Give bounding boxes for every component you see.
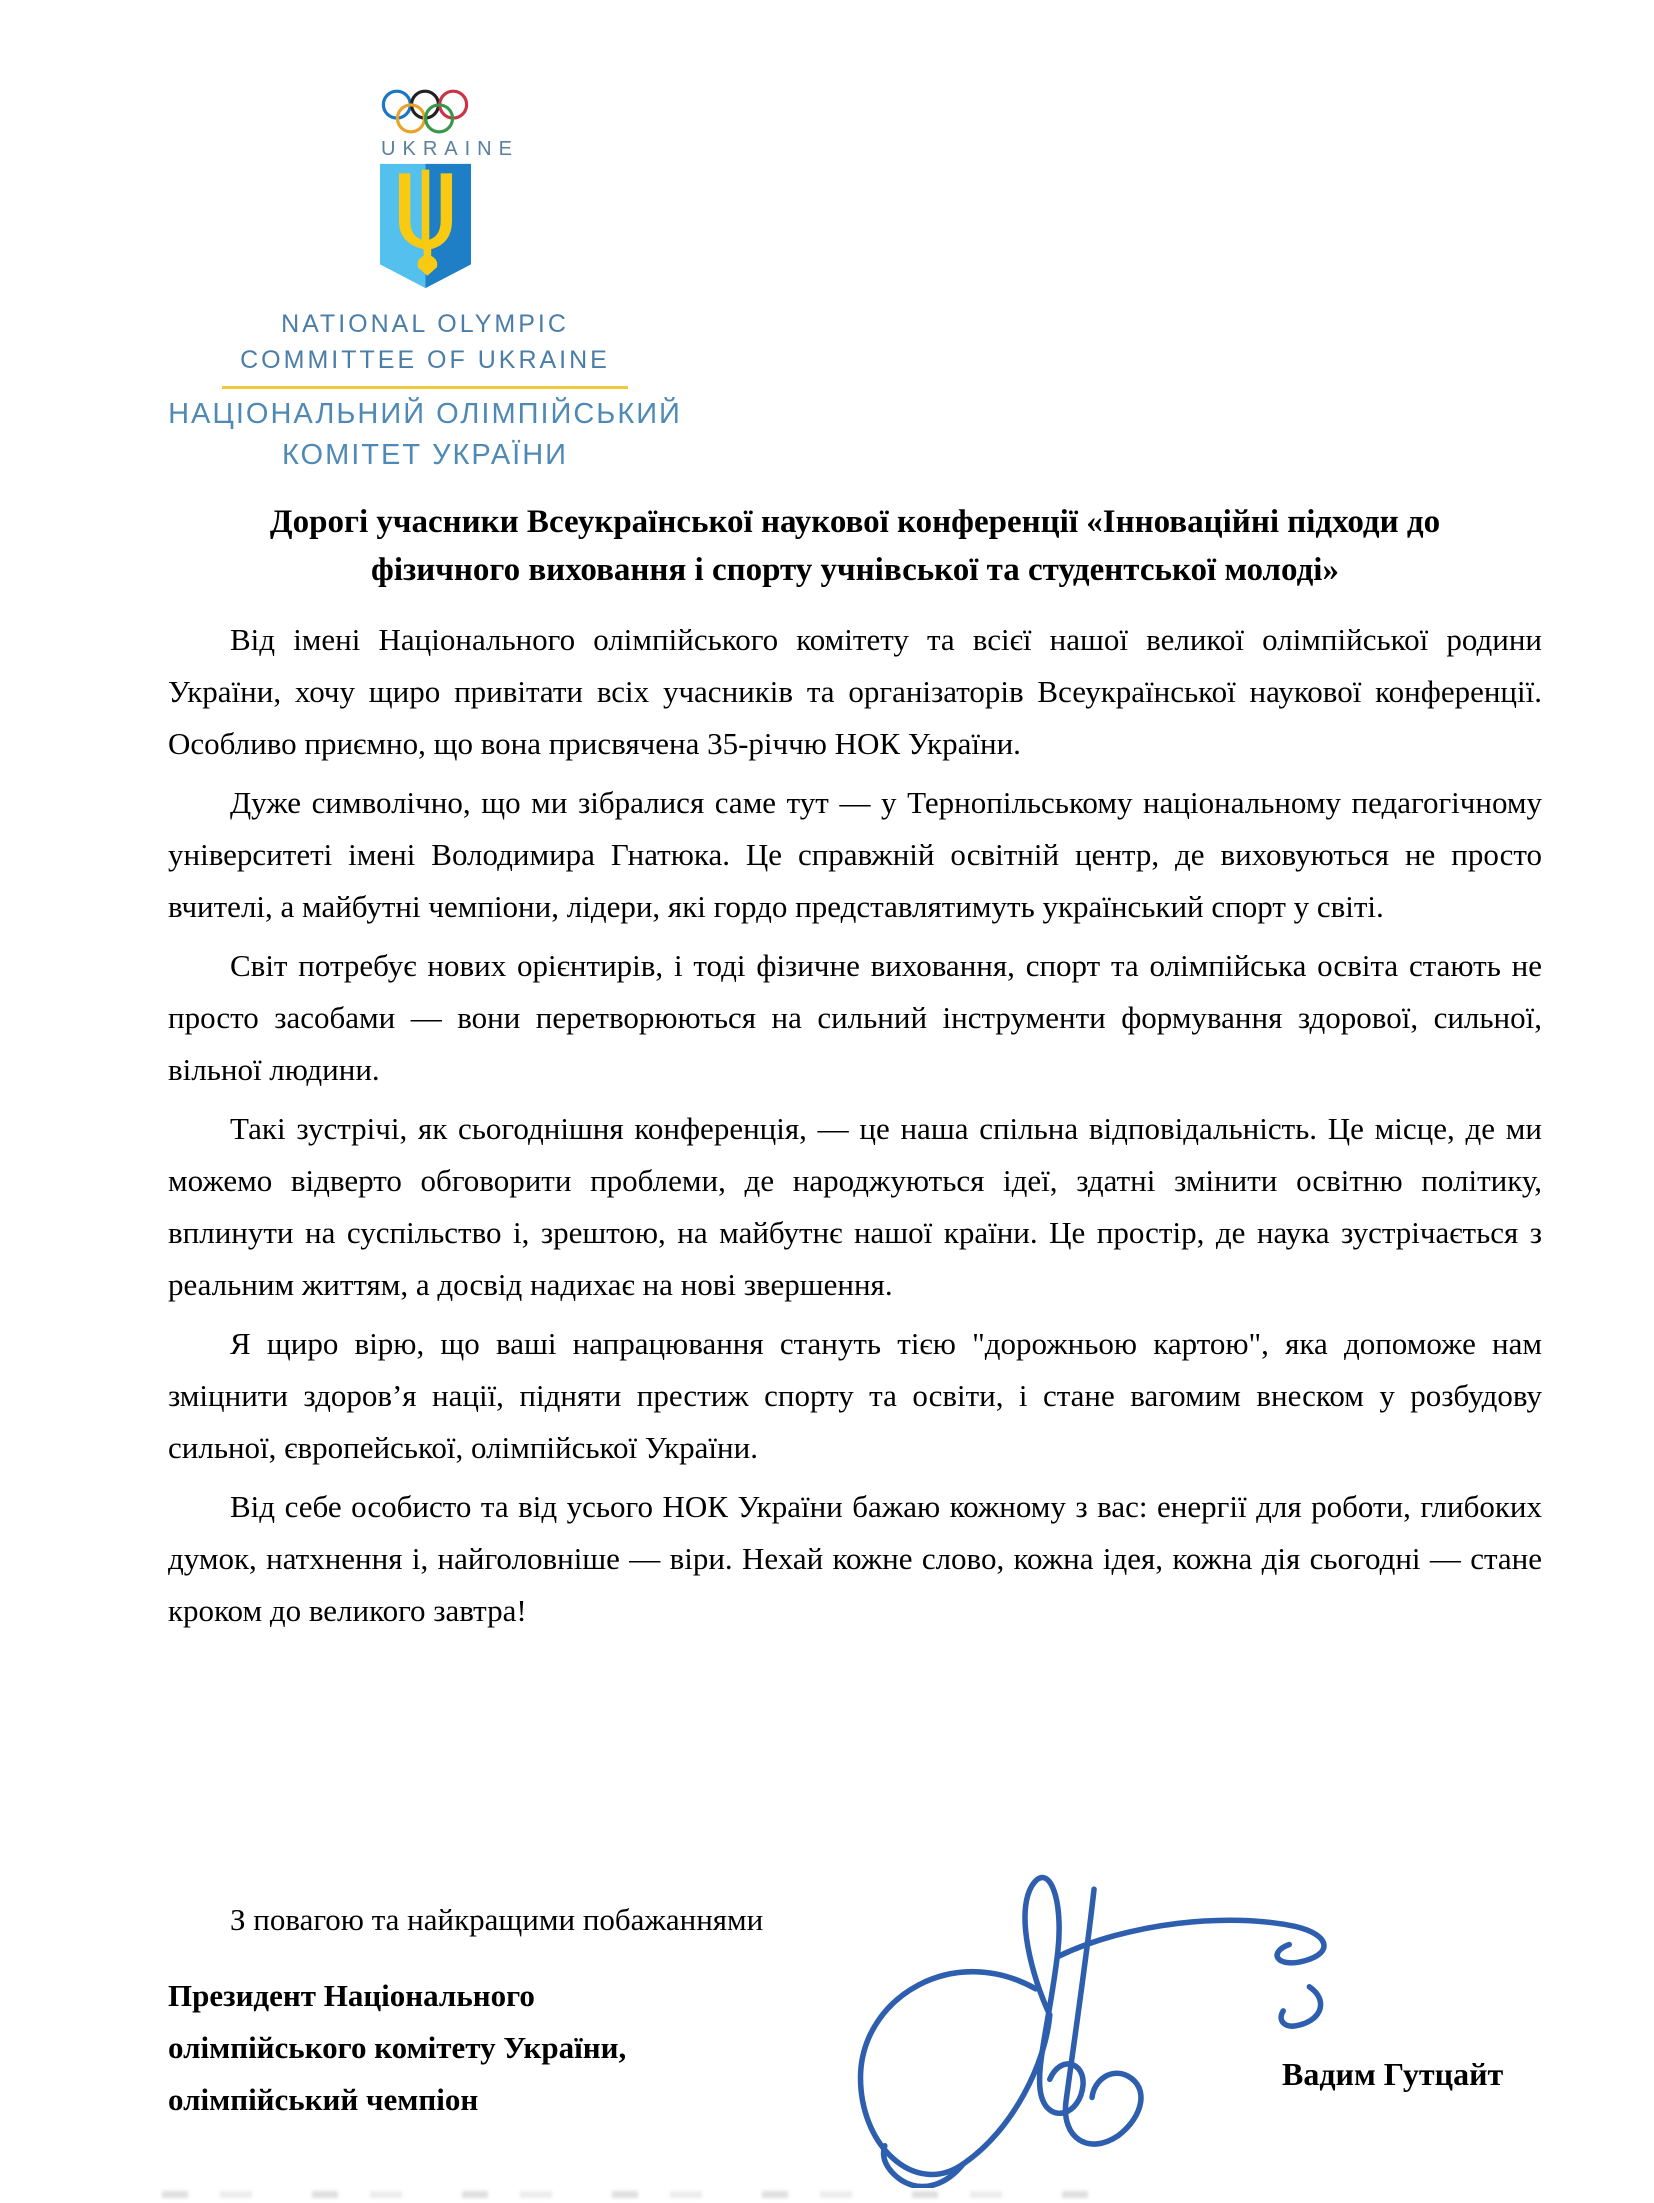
closing-salutation: З повагою та найкращими побажаннями [230, 1902, 764, 1937]
letter-paragraph-6: Від себе особисто та від усього НОК України бажаю кожному з вас: енергії для роботи, глибоких думок, натхнення і, найголовніше — віри. Нехай кожне слово, кожна ідея, кожна дія сьогодні — стане кроком до великого завтра! [168, 1489, 1542, 1628]
letterhead-ua-line2: КОМІТЕТ УКРАЇНИ [281, 439, 569, 471]
letter-paragraph-4: Такі зустрічі, як сьогоднішня конференція, — це наша спільна відповідальність. Це місце, де ми можемо відверто обговорити проблеми, де народжуються ідеї, здатні змінити освітню політику, вплинути на суспільство і, зрештою, на майбутнє нашої країни. Це простір, де наука зустрічається з реальним життям, а досвід надихає на нові звершення. [168, 1111, 1542, 1302]
signer-title [168, 1970, 626, 2126]
signer-title-line1: Президент Національного [168, 1978, 535, 2013]
letter-body [168, 498, 1542, 1644]
letterhead-ua-name [125, 394, 725, 476]
letter-paragraph-5: Я щиро вірю, що ваші напрацювання стануть тією "дорожньою картою", яка допоможе нам зміцнити здоров’я нації, підняти престиж спорту та освіти, і стане вагомим внеском у розбудову сильної, європейської, олімпійської України. [168, 1326, 1542, 1465]
letterhead-ua-line1: НАЦІОНАЛЬНИЙ ОЛІМПІЙСЬКИЙ [168, 398, 682, 430]
letterhead-yellow-divider [222, 386, 628, 389]
letterhead-en-line2: COMMITTEE OF UKRAINE [240, 346, 610, 374]
olympic-rings-icon [377, 88, 473, 136]
handwritten-signature-icon [832, 1856, 1340, 2188]
ukraine-trident-shield-icon [378, 162, 473, 290]
signature-strokes [861, 1878, 1324, 2187]
letter-paragraph-3: Світ потребує нових орієнтирів, і тоді фізичне виховання, спорт та олімпійська освіта стають не просто засобами — вони перетворюються на сильний інструменти формування здорової, сильної, вільної людини. [168, 948, 1542, 1087]
signer-title-line3: олімпійський чемпіон [168, 2082, 479, 2117]
scan-artifact-smudge [162, 2191, 1102, 2198]
letterhead-ukraine-label: UKRAINE [381, 138, 519, 160]
signer-title-line2: олімпійського комітету України, [168, 2030, 627, 2065]
letter-heading: Дорогі учасники Всеукраїнської наукової конференції «Інноваційні підходи до фізичного виховання і спорту учнівської та студентської молоді» [269, 504, 1441, 588]
letter-paragraph-1: Від імені Національного олімпійського комітету та всієї нашої великої олімпійської родини України, хочу щиро привітати всіх учасників та організаторів Всеукраїнської наукової конференції. Особливо приємно, що вона присвячена 35-річчю НОК України. [168, 622, 1542, 761]
signer-name: Вадим Гутцайт [1282, 2056, 1504, 2092]
letterhead-en-name [125, 306, 725, 378]
letterhead-en-line1: NATIONAL OLYMPIC [281, 310, 569, 338]
letter-paragraph-2: Дуже символічно, що ми зібралися саме тут — у Тернопільському національному педагогічному університеті імені Володимира Гнатюка. Це справжній освітній центр, де виховуються не просто вчителі, а майбутні чемпіони, лідери, які гордо представлятимуть український спорт у світі. [168, 785, 1542, 924]
